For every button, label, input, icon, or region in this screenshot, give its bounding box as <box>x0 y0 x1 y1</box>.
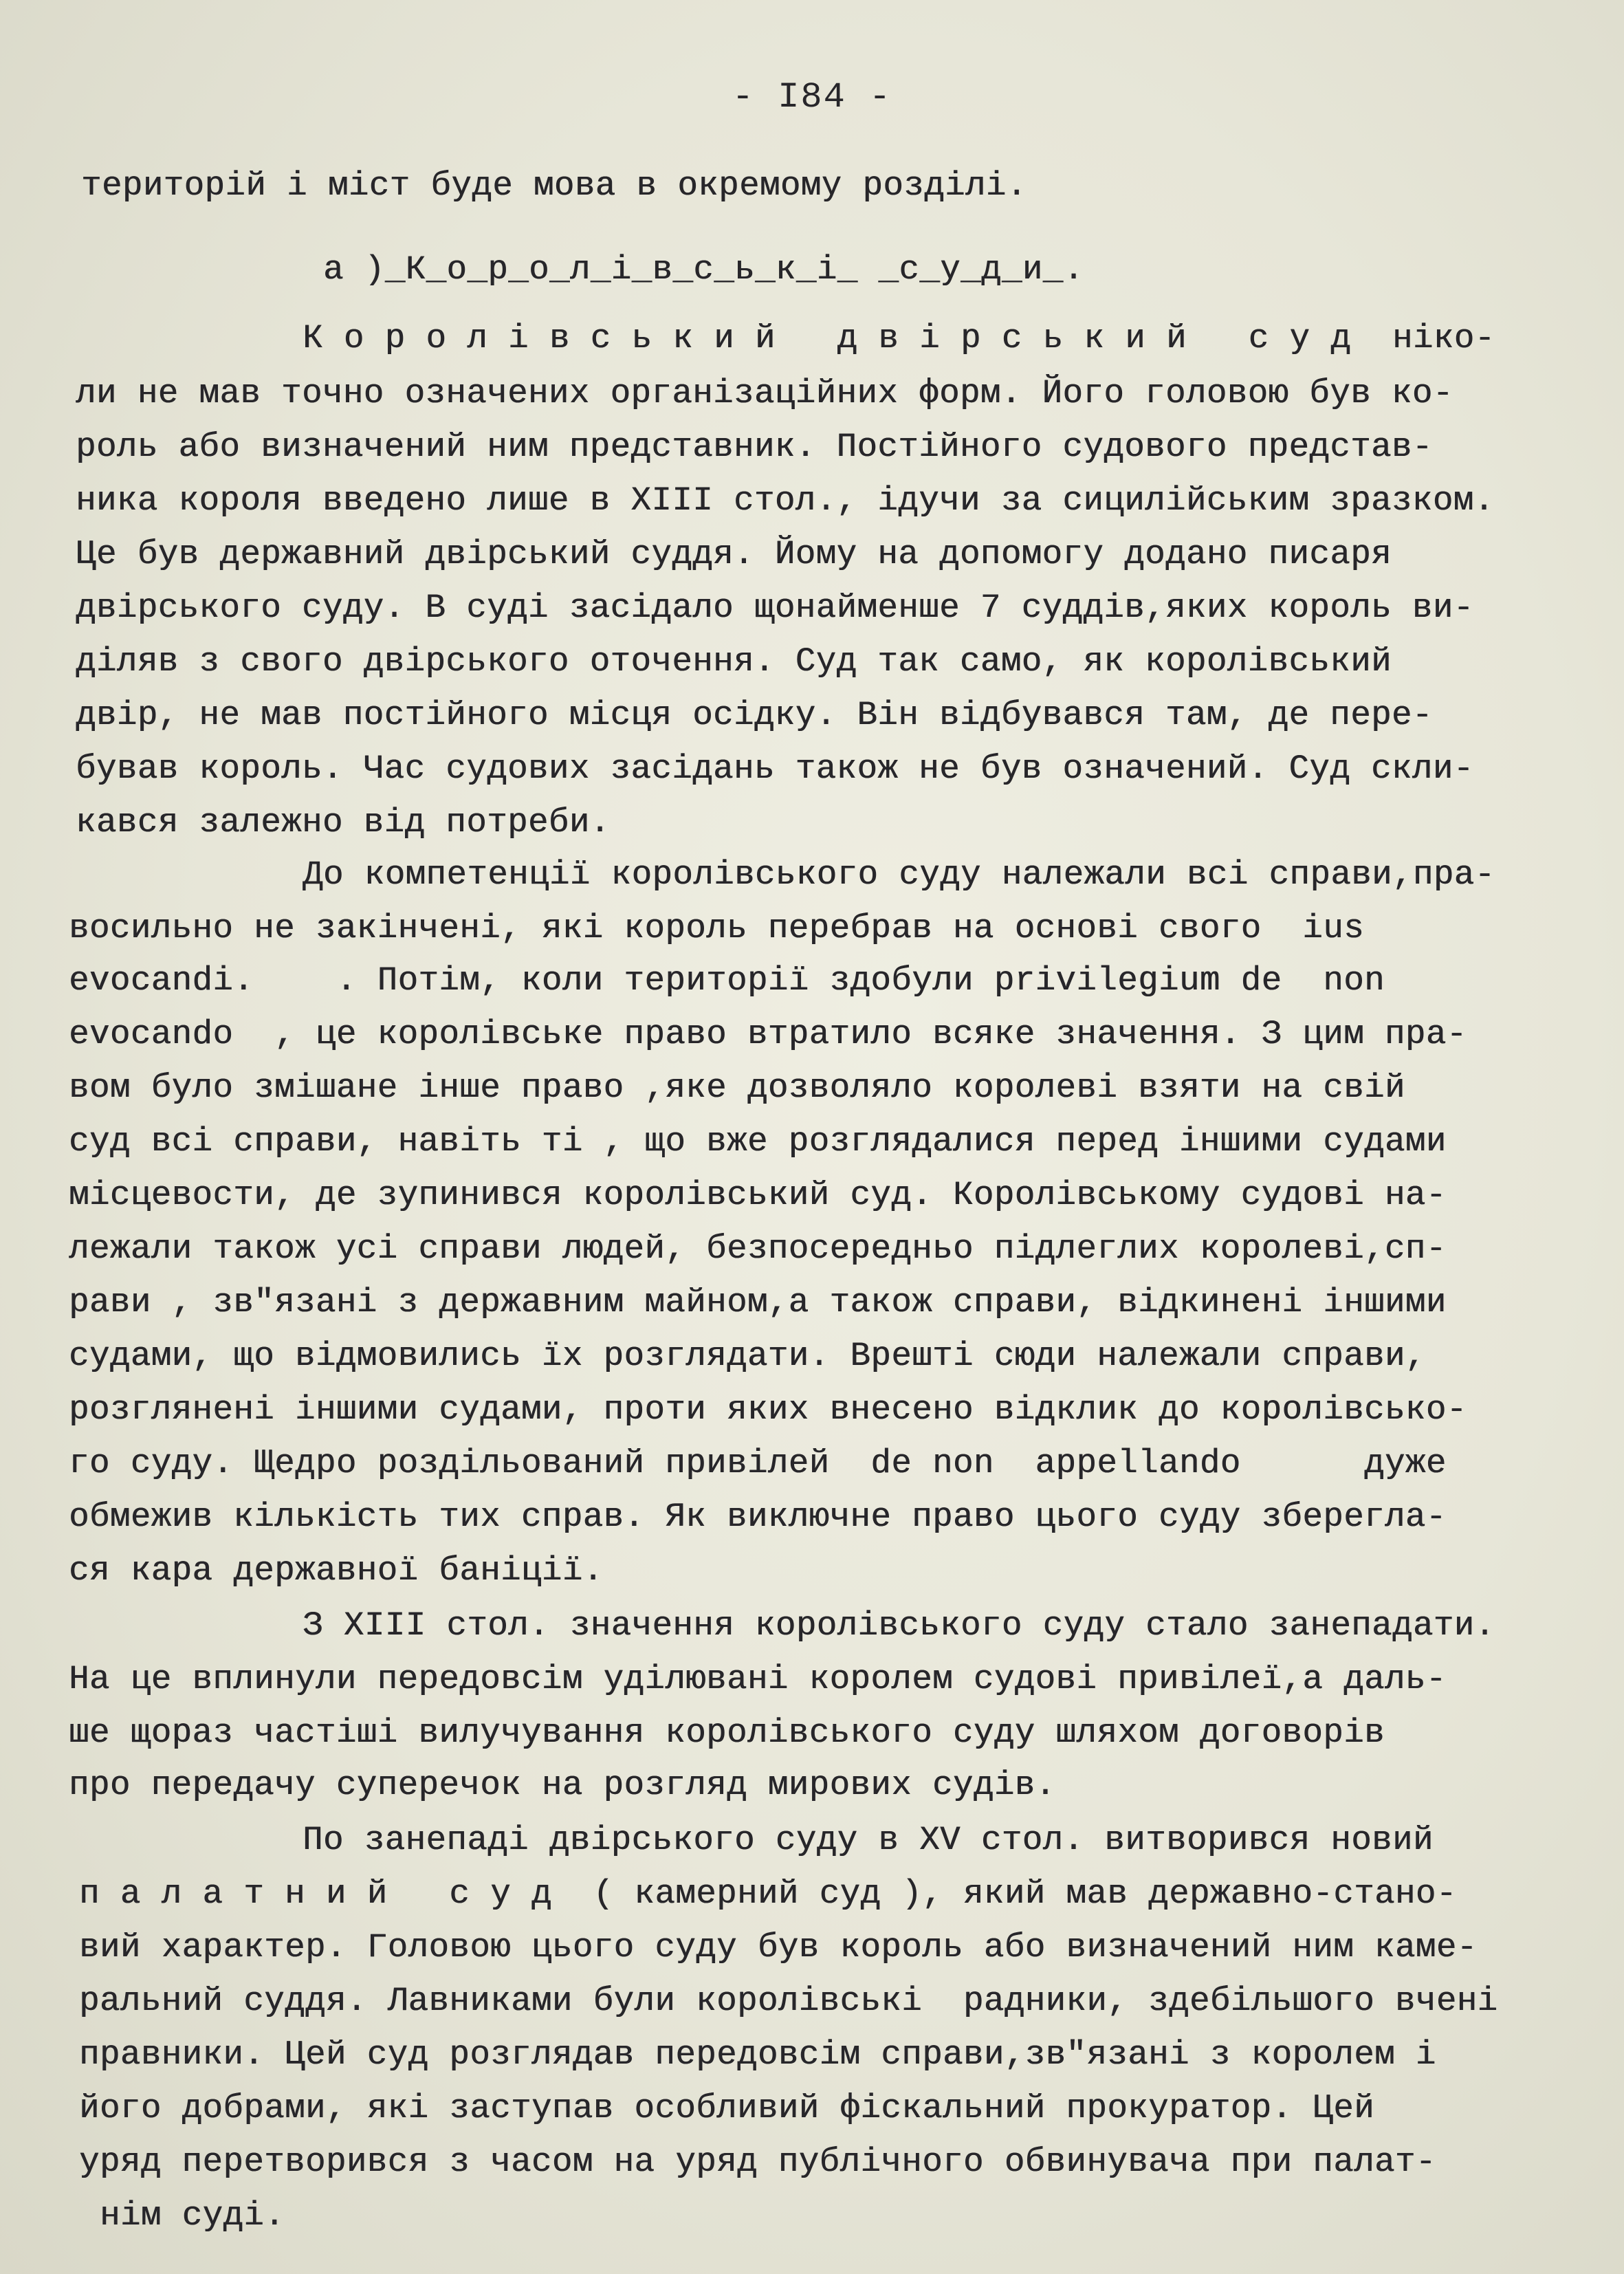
text-line: По занепаді двірського суду в XV стол. витворився новий <box>303 1821 1434 1859</box>
page-number: - I84 - <box>732 77 892 118</box>
text-line: ся кара державної баніції. <box>69 1551 604 1590</box>
text-line: evocandi. . Потім, коли території здобули privilegium de non <box>69 961 1385 1000</box>
text-line: рави , зв"язані з державним майном,а також справи, відкинені іншими <box>69 1283 1447 1322</box>
text-line: вом було змішане інше право ,яке дозволяло королеві взяти на свій <box>69 1069 1405 1107</box>
text-line: Це був державний двірський суддя. Йому на допомогу додано писаря <box>76 535 1392 573</box>
text-line: evocando , це королівське право втратило всяке значення. З цим пра- <box>69 1015 1467 1053</box>
text-line: розглянені іншими судами, проти яких внесено відклик до королівсько- <box>69 1390 1467 1429</box>
text-line: кався залежно від потреби. <box>76 803 611 842</box>
text-line: обмежив кількість тих справ. Як виключне право цього суду зберегла- <box>69 1498 1447 1536</box>
text-line: лежали також усі справи людей, безпосередньо підлеглих королеві,сп- <box>69 1229 1447 1268</box>
text-line: діляв з свого двірського оточення. Суд так само, як королівський <box>76 642 1392 681</box>
text-line: судами, що відмовились їх розглядати. Врешті сюди належали справи, <box>69 1337 1426 1375</box>
text-line: місцевости, де зупинився королівський суд. Королівському судові на- <box>69 1176 1447 1214</box>
text-line: На це вплинули передовсім уділювані королем судові привілеї,а даль- <box>69 1660 1447 1698</box>
text-line: територій і міст буде мова в окремому розділі. <box>81 166 1027 205</box>
text-line: двір, не мав постійного місця осідку. Він відбувався там, де пере- <box>76 696 1433 734</box>
text-line: двірського суду. В суді засідало щонайменше 7 суддів,яких король ви- <box>76 589 1474 627</box>
text-line: вий характер. Головою цього суду був король або визначений ним каме- <box>79 1928 1478 1967</box>
text-line: ли не мав точно означених організаційних форм. Його головою був ко- <box>76 374 1453 413</box>
text-line: бував король. Час судових засідань також не був означений. Суд скли- <box>76 750 1474 788</box>
text-line: правники. Цей суд розглядав передовсім справи,зв"язані з королем і <box>79 2035 1436 2074</box>
text-line: роль або визначений ним представник. Постійного судового представ- <box>76 428 1433 466</box>
text-line: ше щораз частіші вилучування королівського суду шляхом договорів <box>69 1714 1385 1752</box>
text-line: уряд перетворився з часом на уряд публічного обвинувача при палат- <box>79 2143 1436 2181</box>
text-line: го суду. Щедро роздільований привілей de non appellando дуже <box>69 1444 1447 1483</box>
text-line: про передачу суперечок на розгляд мирових судів. <box>69 1766 1056 1804</box>
text-line: п а л а т н и й с у д ( камерний суд ), який мав державно-стано- <box>79 1874 1457 1913</box>
section-heading: а )_К_о_р_о_л_і_в_с_ь_к_і_ _с_у_д_и_. <box>323 250 1084 289</box>
text-line: К о р о л і в с ь к и й д в і р с ь к и й с у д ніко- <box>303 319 1495 358</box>
text-line: восильно не закінчені, які король перебрав на основі свого ius <box>69 909 1365 948</box>
text-line: його добрами, які заступав особливий фіскальний прокуратор. Цей <box>79 2089 1375 2128</box>
text-line: суд всі справи, навіть ті , що вже розглядалися перед іншими судами <box>69 1122 1447 1161</box>
text-line: ральний суддя. Лавниками були королівські радники, здебільшого вчені <box>79 1982 1498 2020</box>
text-line: З XIII стол. значення королівського суду стало занепадати. <box>303 1606 1495 1645</box>
text-line: ника короля введено лише в XIII стол., ідучи за сицилійським зразком. <box>76 481 1495 520</box>
text-line: До компетенції королівського суду належали всі справи,пра- <box>303 855 1495 894</box>
text-line: нім суді. <box>100 2196 285 2235</box>
